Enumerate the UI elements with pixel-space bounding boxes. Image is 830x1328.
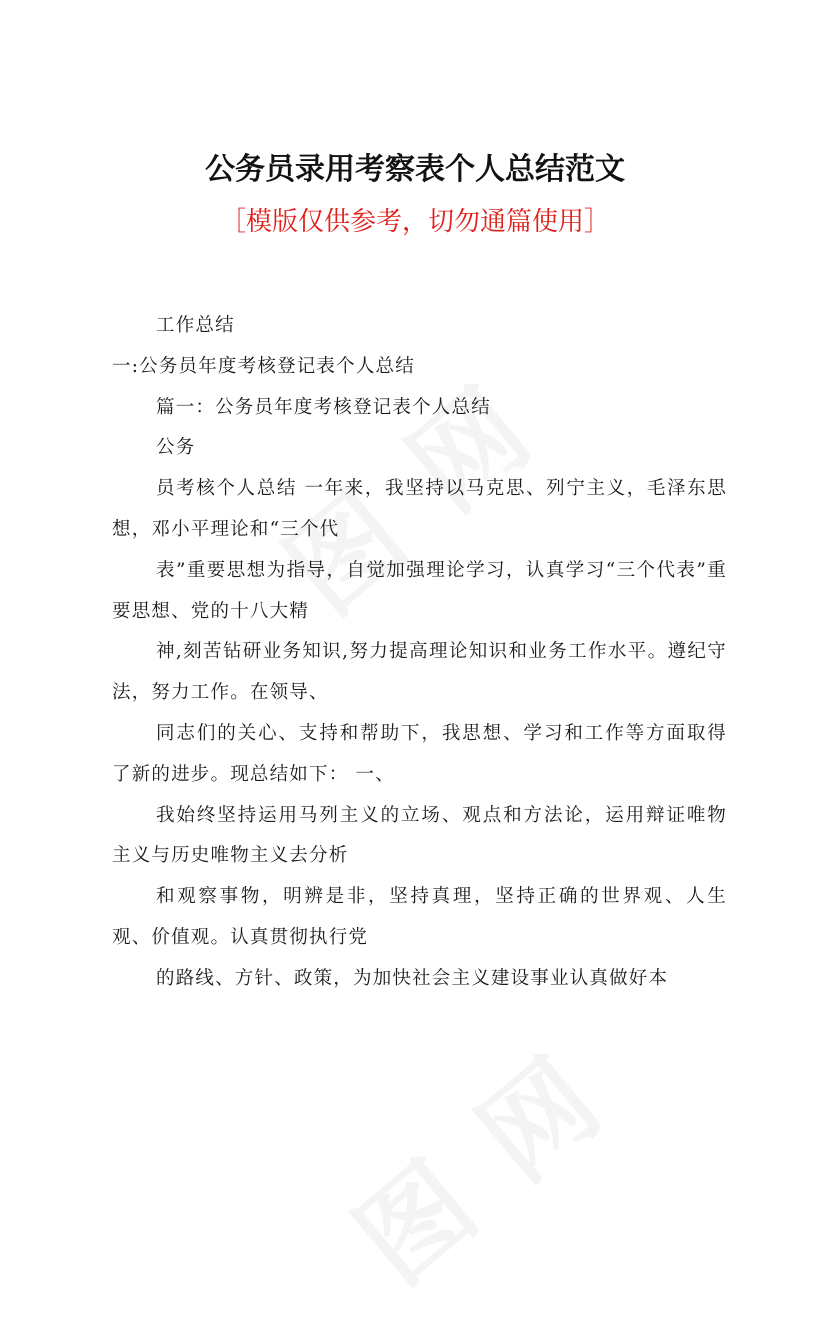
paragraph: 一:公务员年度考核登记表个人总结	[112, 355, 415, 377]
template-notice: ［模版仅供参考，切勿通篇使用］	[219, 207, 610, 237]
paragraph: 表”重要思想为指导，自觉加强理论学习，认真学习“三个代表”重要思想、党的十八大精	[112, 559, 727, 622]
document-title: 公务员录用考察表个人总结范文	[205, 152, 625, 187]
paragraph: 我始终坚持运用马列主义的立场、观点和方法论，运用辩证唯物主义与历史唯物主义去分析	[112, 804, 727, 867]
paragraph: 篇一：公务员年度考核登记表个人总结	[156, 396, 491, 418]
document-body	[112, 306, 727, 1000]
paragraph: 同志们的关心、支持和帮助下，我思想、学习和工作等方面取得了新的进步。现总结如下： 一、	[112, 722, 727, 785]
paragraph: 工作总结	[156, 315, 235, 336]
watermark	[314, 1012, 647, 1327]
paragraph: 员考核个人总结 一年来，我坚持以马克思、列宁主义，毛泽东思想，邓小平理论和“三个代	[112, 478, 727, 540]
paragraph: 和观察事物，明辨是非，坚持真理，坚持正确的世界观、人生观、价值观。认真贯彻执行党	[112, 886, 727, 948]
paragraph: 的路线、方针、政策，为加快社会主义建设事业认真做好本	[156, 967, 669, 989]
paragraph: 神,刻苦钻研业务知识,努力提高理论知识和业务工作水平。遵纪守法，努力工作。在领导、	[112, 641, 727, 704]
paragraph: 公务	[156, 437, 196, 459]
